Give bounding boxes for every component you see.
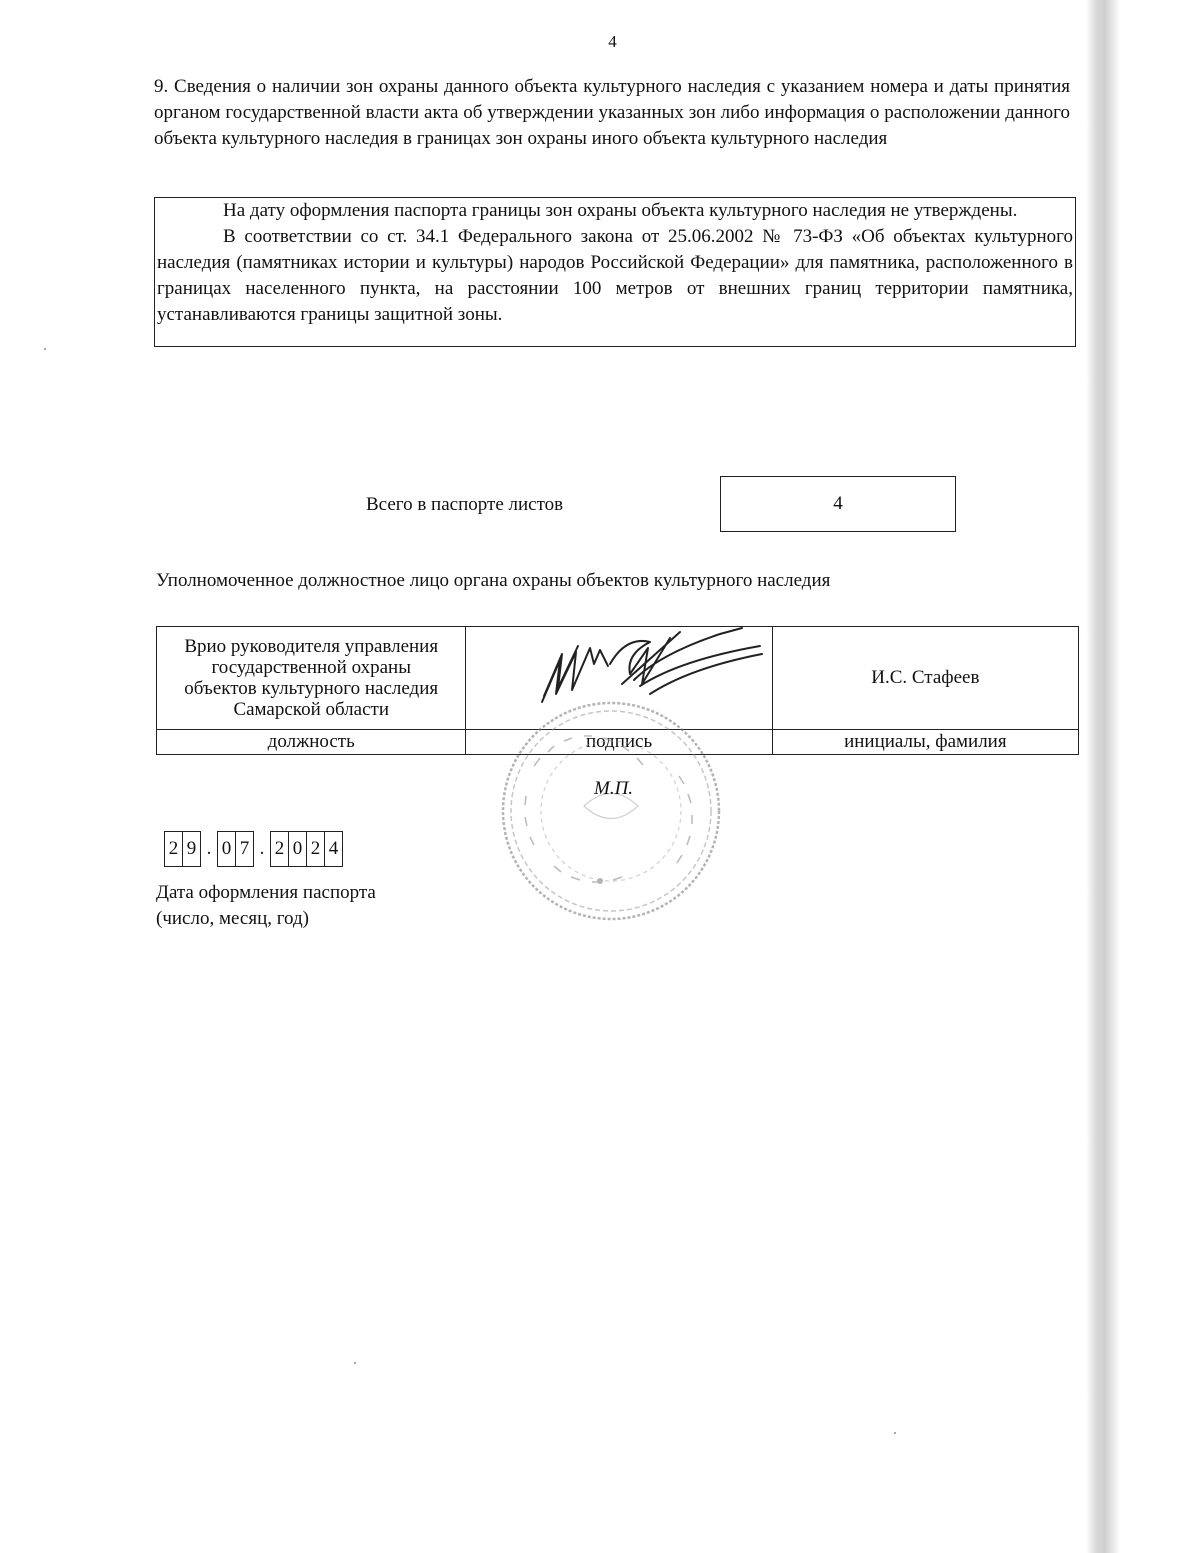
date-digit: 2	[306, 832, 324, 866]
date-digit: 4	[324, 832, 342, 866]
page-number: 4	[608, 32, 617, 51]
position-line: государственной охраны	[211, 657, 411, 678]
position-line: объектов культурного наследия	[184, 678, 439, 699]
date-digit: 0	[221, 838, 232, 859]
issue-date-boxes	[164, 831, 343, 867]
caption-signature: подпись	[466, 730, 772, 755]
scan-speck	[894, 1432, 896, 1434]
date-year	[270, 831, 343, 867]
date-separator: .	[259, 838, 265, 859]
official-name: И.С. Стафеев	[871, 667, 980, 688]
section-9-heading: 9. Сведения о наличии зон охраны данного объекта культурного наследия с указанием номера и даты принятия органом государственной власти акта об утверждении указанных зон либо информация о расположении данного объекта культурного наследия в границах зон охраны иного объекта культурного наследия	[154, 76, 1070, 149]
sheets-count-value: 4	[833, 493, 843, 514]
date-digit: 2	[168, 838, 179, 859]
seal-label: М.П.	[594, 778, 634, 799]
handwritten-signature	[530, 624, 770, 724]
official-heading: Уполномоченное должностное лицо органа охраны объектов культурного наследия	[156, 570, 831, 591]
sheets-count-label: Всего в паспорте листов	[366, 494, 564, 515]
scan-speck	[354, 1362, 356, 1364]
date-caption	[156, 880, 376, 932]
zones-paragraph-2: В соответствии со ст. 34.1 Федерального закона от 25.06.2002 № 73-ФЗ «Об объектах культурного наследия (памятниках истории и культуры) народов Российской Федерации» для памятника, расположенного в границах населенного пункта, на расстоянии 100 метров от внешних границ территории памятника, устанавливаются границы защитной зоны.	[157, 226, 1073, 325]
official-seal-stamp	[494, 696, 728, 926]
scan-shadow-edge	[1086, 0, 1120, 1553]
zones-paragraph-1: На дату оформления паспорта границы зон охраны объекта культурного наследия не утверждены.	[223, 200, 1018, 221]
date-separator: .	[206, 838, 212, 859]
protection-zones-box	[154, 197, 1076, 347]
name-cell	[772, 627, 1078, 730]
date-day	[164, 831, 201, 867]
date-caption-line: Дата оформления паспорта	[156, 882, 376, 903]
date-digit: 2	[274, 838, 285, 859]
date-month	[217, 831, 254, 867]
position-cell	[157, 627, 466, 730]
date-digit: 7	[235, 832, 253, 866]
date-digit: 9	[182, 832, 200, 866]
caption-position: должность	[157, 730, 466, 755]
caption-name: инициалы, фамилия	[772, 730, 1078, 755]
date-digit: 0	[288, 832, 306, 866]
position-line: Самарской области	[233, 699, 389, 720]
scan-speck	[44, 348, 46, 350]
sheets-count-box	[720, 476, 956, 532]
date-caption-line: (число, месяц, год)	[156, 908, 310, 929]
position-line: Врио руководителя управления	[184, 636, 439, 657]
